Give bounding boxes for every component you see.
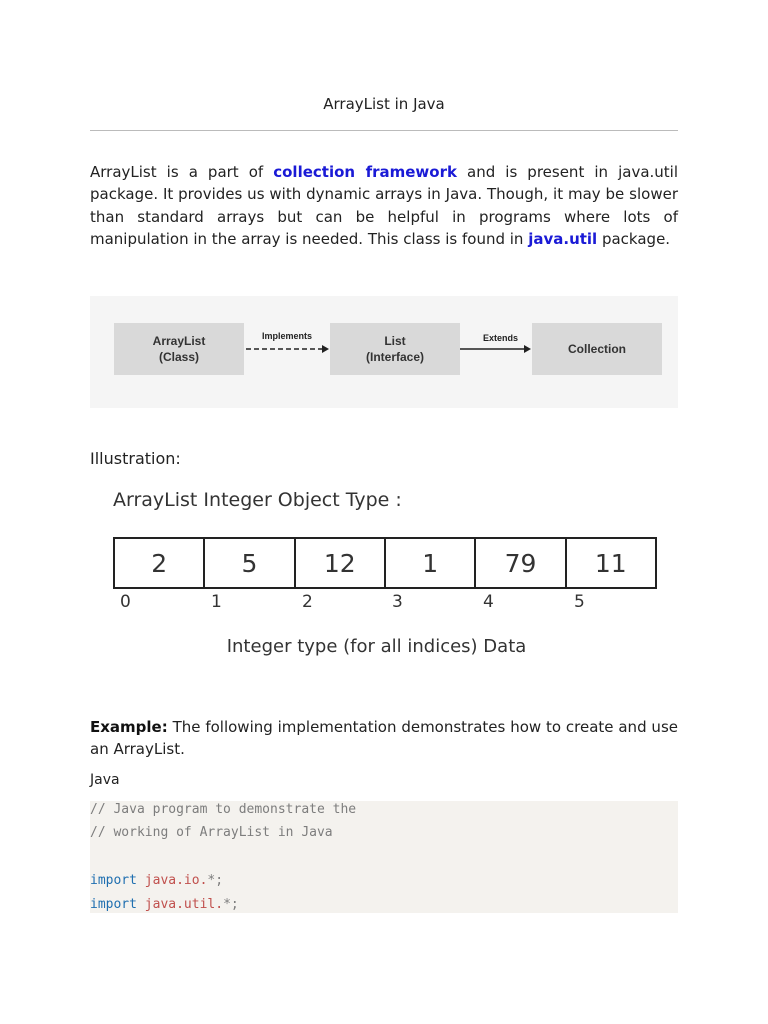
intro-text-3: package. xyxy=(597,229,671,248)
extends-arrow xyxy=(460,342,532,356)
array-index: 2 xyxy=(302,592,313,612)
array-cell: 2 xyxy=(115,539,205,587)
implements-arrow xyxy=(244,342,330,356)
code-import-line xyxy=(90,873,223,888)
java-util-link[interactable]: java.util xyxy=(528,229,598,248)
import-keyword: import xyxy=(90,873,137,888)
array-cell: 5 xyxy=(205,539,295,587)
code-language-label: Java xyxy=(90,772,120,788)
arraylist-class-box xyxy=(114,323,244,375)
array-cell: 11 xyxy=(594,548,627,578)
intro-text-2: and is present in java.util package. It provides us with dynamic arrays in Java. Though, it may be slower than standard arrays but can be helpful in programs where lots of manipulation in the array is needed. This class is found in xyxy=(90,163,679,248)
array-index: 5 xyxy=(574,592,585,612)
code-import-line xyxy=(90,897,239,912)
code-comment-line: // Java program to demonstrate the xyxy=(90,802,357,817)
intro-paragraph xyxy=(90,161,678,250)
example-label: Example: xyxy=(90,718,168,736)
import-package: java.util. xyxy=(144,897,224,912)
array-index: 1 xyxy=(211,592,222,612)
array-illustration-caption: Integer type (for all indices) Data xyxy=(226,636,527,657)
arraylist-box-kind: (Class) xyxy=(158,350,199,364)
illustration-heading: Illustration: xyxy=(90,449,181,468)
code-block xyxy=(90,801,678,913)
array-index: 0 xyxy=(120,592,131,612)
import-wildcard: *; xyxy=(223,897,239,912)
import-wildcard: *; xyxy=(207,873,224,888)
array-illustration-title: ArrayList Integer Object Type : xyxy=(113,489,402,511)
list-interface-box xyxy=(330,323,460,375)
code-comment-line: // working of ArrayList in Java xyxy=(90,825,333,840)
collection-box-name: Collection xyxy=(567,342,626,356)
arraylist-box-name: ArrayList xyxy=(152,334,206,348)
array-cell: 79 xyxy=(476,539,566,587)
array-cells xyxy=(113,537,657,589)
class-hierarchy-diagram xyxy=(90,296,678,408)
list-box-kind: (Interface) xyxy=(365,350,424,364)
import-package: java.io. xyxy=(144,873,208,888)
list-box-name: List xyxy=(384,334,406,348)
array-index: 3 xyxy=(392,592,403,612)
import-keyword: import xyxy=(90,897,137,912)
page-title: ArrayList in Java xyxy=(323,95,445,113)
collection-framework-link[interactable]: collection framework xyxy=(273,163,457,181)
implements-label: Implements xyxy=(262,331,313,341)
array-cell: 1 xyxy=(386,539,476,587)
title-divider xyxy=(90,130,678,131)
array-cell: 12 xyxy=(296,539,386,587)
example-text: The following implementation demonstrates how to create and use an ArrayList. xyxy=(90,718,678,758)
example-paragraph xyxy=(90,716,678,760)
array-index: 4 xyxy=(483,592,494,612)
extends-label: Extends xyxy=(483,333,519,343)
collection-box xyxy=(532,323,662,375)
intro-text-1: ArrayList is a part of xyxy=(90,163,274,181)
